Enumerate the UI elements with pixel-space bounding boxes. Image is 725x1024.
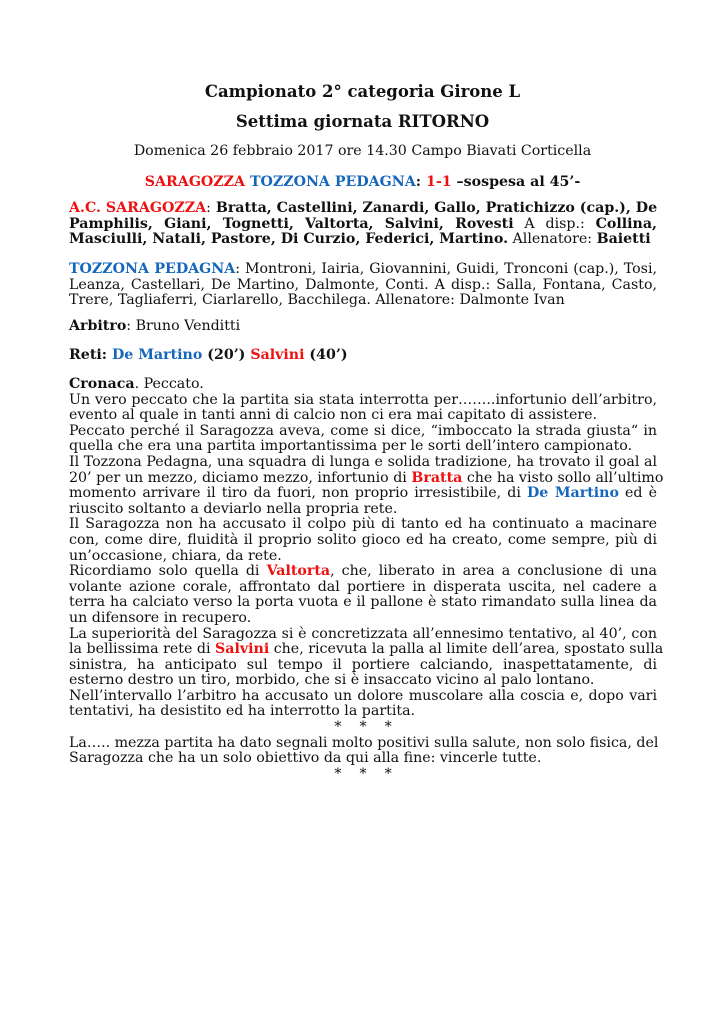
- report-line: La superiorità del Saragozza si è concretizzata all’ennesimo tentativo, al 40’, con: [69, 625, 657, 642]
- home-subs-1: Collina,: [595, 215, 657, 232]
- report-line: [69, 377, 657, 393]
- report-line: riuscito soltanto a deviarlo nella propria rete.: [69, 500, 398, 517]
- home-lineup-line: [69, 201, 657, 217]
- report-line: Il Saragozza non ha accusato il colpo più di tanto ed ha continuato a macinare: [69, 516, 657, 533]
- goals-line: [69, 348, 657, 364]
- match-report: [69, 376, 664, 782]
- home-team-name: SARAGOZZA: [144, 174, 246, 190]
- score-separator: :: [415, 174, 426, 190]
- report-intro: . Peccato.: [134, 376, 204, 392]
- report-line: momento arrivare il tiro da fuori, non proprio irresistibile, di De Martino ed è: [69, 485, 657, 502]
- report-label: Cronaca: [69, 376, 135, 392]
- report-line: esterno destro un tiro, morbido, che si è insaccato vicino al palo lontano.: [69, 672, 595, 689]
- report-line: Nell’intervallo l’arbitro ha accusato un dolore muscolare alla coscia e, dopo vari: [69, 687, 657, 704]
- document-subtitle: Settima giornata RITORNO: [235, 112, 490, 131]
- section-divider: * * *: [334, 765, 392, 782]
- home-lineup-colon: :: [206, 200, 211, 216]
- report-line: sinistra, ha anticipato sul tempo il portiere calciando, inaspettatamente, di: [69, 656, 657, 673]
- report-line: tentativi, ha desistito ed ha interrotto la partita.: [69, 703, 416, 720]
- report-line: Saragozza che ha un solo obiettivo da qui alla fine: vincerle tutte.: [69, 750, 542, 767]
- home-club-name: A.C. SARAGOZZA: [69, 200, 207, 216]
- away-team-name: TOZZONA PEDAGNA: [249, 174, 416, 190]
- report-line: evento al quale in tanti anni di calcio non ci era mai capitato di assistere.: [69, 407, 598, 424]
- home-players-1: Bratta, Castellini, Zanardi, Gallo, Pratichizzo (cap.), De: [210, 200, 658, 216]
- referee-line: [69, 319, 657, 335]
- away-players-1: : Montroni, Iairia, Giovannini, Guidi, Tronconi (cap.), Tosi,: [235, 261, 657, 277]
- home-subs-label: A disp.:: [513, 215, 596, 232]
- player-highlight: Bratta: [411, 469, 463, 486]
- referee-label: Arbitro: [69, 318, 127, 334]
- home-coach-label: Allenatore:: [508, 231, 597, 248]
- away-lineup: [69, 262, 657, 309]
- report-line: un’occasione, chiara, da rete.: [69, 547, 282, 564]
- report-line: con, come dire, fluidità il proprio solito gioco ed ha creato, come sempre, più di: [69, 531, 657, 548]
- report-line: 20’ per un mezzo, diciamo mezzo, infortunio di Bratta che ha visto sollo all’ultimo: [69, 469, 664, 486]
- report-line: Peccato perché il Saragozza aveva, come si dice, “imboccato la strada giusta“ in: [69, 422, 657, 439]
- report-line: la bellissima rete di Salvini che, ricevuta la palla al limite dell’area, spostato sulla: [69, 641, 664, 658]
- report-line: Un vero peccato che la partita sia stata interrotta per……..infortunio dell’arbitro,: [69, 391, 657, 408]
- report-line: volante azione corale, affrontato dal portiere in disperata uscita, nel cadere a: [69, 578, 657, 595]
- report-line: terra ha calciato verso la porta vuota e il pallone è stato rimandato sulla linea da: [69, 594, 657, 611]
- match-result-line: [0, 174, 725, 190]
- goal-scorer-1: De Martino: [111, 347, 203, 363]
- report-line: La….. mezza partita ha dato segnali molto positivi sulla salute, non solo fisica, del: [69, 734, 659, 751]
- away-lineup-line: Leanza, Castellari, De Martino, Dalmonte, Conti. A disp.: Salla, Fontana, Casto,: [69, 276, 657, 293]
- section-divider: * * *: [334, 719, 392, 736]
- match-status-note: –sospesa al 45’-: [451, 174, 581, 190]
- document-title: Campionato 2° categoria Girone L: [204, 82, 521, 101]
- goals-label: Reti:: [69, 347, 112, 363]
- home-coach-name: Baietti: [596, 231, 651, 248]
- home-subs-2: Masciulli, Natali, Pastore, Di Curzio, Federici, Martino.: [69, 231, 509, 248]
- goal-minute-2: (40’): [304, 347, 348, 363]
- home-players-2: Pamphilis, Giani, Tognetti, Valtorta, Salvini, Rovesti: [69, 215, 514, 232]
- player-highlight: De Martino: [526, 485, 619, 502]
- away-lineup-line: Trere, Tagliaferri, Ciarlarello, Bacchilega. Allenatore: Dalmonte Ivan: [69, 292, 565, 309]
- goal-minute-1: (20’): [202, 347, 251, 363]
- player-highlight: Salvini: [215, 641, 270, 658]
- report-line: Ricordiamo solo quella di Valtorta, che, liberato in area a conclusione di una: [69, 563, 657, 580]
- away-club-name: TOZZONA PEDAGNA: [69, 261, 236, 277]
- referee-name: : Bruno Venditti: [126, 318, 241, 334]
- goal-scorer-2: Salvini: [250, 347, 305, 363]
- home-lineup: [69, 201, 657, 248]
- away-lineup-line: [69, 262, 657, 278]
- match-date-line: Domenica 26 febbraio 2017 ore 14.30 Campo Biavati Corticella: [133, 143, 592, 159]
- report-line: quella che era una partita importantissima per le sorti dell’intero campionato.: [69, 438, 633, 455]
- home-lineup-line: [69, 217, 657, 233]
- report-line: Il Tozzona Pedagna, una squadra di lunga e solida tradizione, ha trovato il goal al: [69, 453, 657, 470]
- player-highlight: Valtorta: [266, 563, 331, 580]
- report-line: un difensore in recupero.: [69, 609, 252, 626]
- match-score: 1-1: [425, 174, 452, 190]
- home-lineup-line: [69, 232, 657, 248]
